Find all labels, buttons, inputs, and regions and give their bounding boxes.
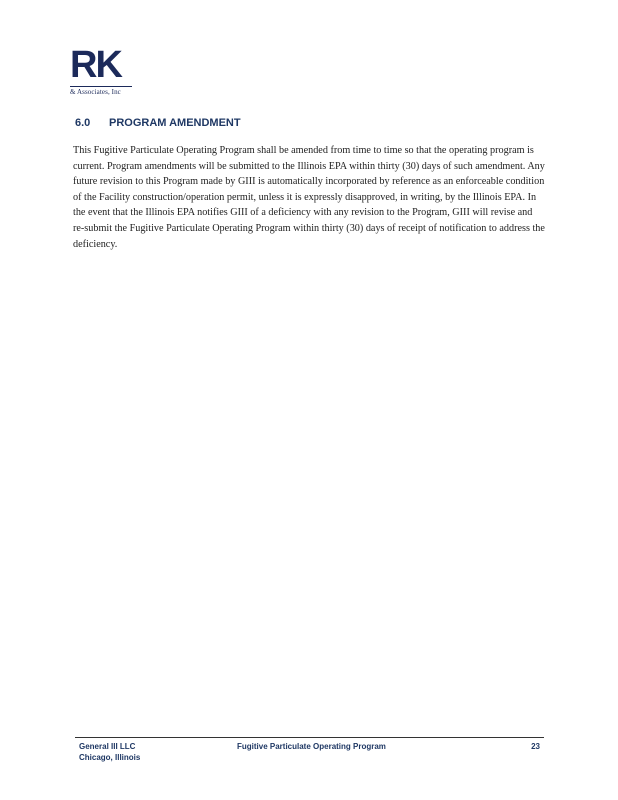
- footer-company: General III LLC: [79, 742, 136, 751]
- footer-page-number: 23: [531, 742, 540, 751]
- section-number: 6.0: [75, 117, 91, 129]
- logo-subtitle: & Associates, Inc: [70, 88, 121, 96]
- company-logo: [70, 46, 132, 97]
- logo-letters: RK: [70, 44, 121, 86]
- footer-document-title: Fugitive Particulate Operating Program: [237, 742, 386, 751]
- footer-company-block: [79, 741, 140, 763]
- footer-divider: [75, 737, 544, 738]
- section-heading: [75, 116, 241, 130]
- body-paragraph: This Fugitive Particulate Operating Program shall be amended from time to time so that the operating program is current. Program amendments will be submitted to the Illinois EPA within thirty (30) days of such amendment. Any future revision to this Program made by GIII is automatically incorporated by reference as an enforceable condition of the Facility construction/operation permit, unless it is expressly disapproved, in writing, by the Illinois EPA. In the event that the Illinois EPA notifies GIII of a deficiency with any revision to the Program, GIII will revise and re-submit the Fugitive Particulate Operating Program within thirty (30) days of receipt of notification to address the deficiency.: [73, 145, 545, 250]
- logo-divider: [70, 86, 132, 87]
- footer-location: Chicago, Illinois: [79, 753, 141, 762]
- section-title: PROGRAM AMENDMENT: [109, 117, 241, 129]
